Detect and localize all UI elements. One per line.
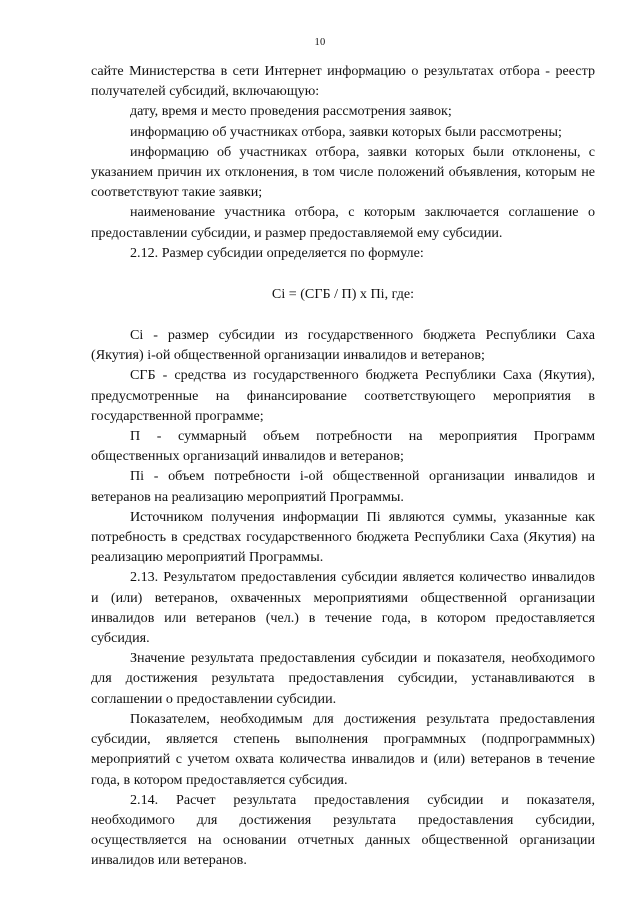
subsidy-formula: Сi = (СГБ / П) х Пi, где: xyxy=(271,286,415,303)
page-number: 10 xyxy=(314,37,326,48)
page-body xyxy=(91,61,595,871)
definition-sgb: СГБ - средства из государственного бюджета Республики Саха (Якутия), предусмотренные на финансирование соответствующего мероприятия в государственной программе; xyxy=(91,367,595,424)
clause-2-14: 2.14. Расчет результата предоставления субсидии и показателя, необходимого для достижения результата предоставления субсидии, осуществляется на основании отчетных данных общественной организации инвалидов или ветеранов. xyxy=(91,791,595,869)
definition-p: П - суммарный объем потребности на мероприятия Программ общественных организаций инвалидов и ветеранов; xyxy=(91,428,595,465)
paragraph-indicator: Показателем, необходимым для достижения результата предоставления субсидии, является степень выполнения программных (подпрограммных) мероприятий с учетом охвата количества инвалидов и (или) ветеранов в течение года, в котором предоставляется субсидия. xyxy=(91,710,595,788)
paragraph-continuation: сайте Министерства в сети Интернет информацию о результатах отбора - реестр получателей субсидий, включающую: xyxy=(91,63,595,100)
list-item-winner-and-amount: наименование участника отбора, с которым заключается соглашение о предоставлении субсидии, и размер предоставляемой ему субсидии. xyxy=(91,204,595,241)
definition-pi: Пi - объем потребности i-ой общественной организации инвалидов и ветеранов на реализацию мероприятий Программы. xyxy=(91,468,595,505)
clause-2-12: 2.12. Размер субсидии определяется по формуле: xyxy=(130,244,424,261)
paragraph-source-of-pi: Источником получения информации Пi являются суммы, указанные как потребность в средствах государственного бюджета Республики Саха (Якутия) на реализацию мероприятий Программы. xyxy=(91,508,595,566)
clause-2-13: 2.13. Результатом предоставления субсидии является количество инвалидов и (или) ветеранов, охваченных мероприятиями общественной организации инвалидов или ветеранов (чел.) в течение года, в котором предоставляется субсидия. xyxy=(91,569,595,647)
list-item-rejected-participants: информацию об участниках отбора, заявки которых были отклонены, с указанием причин их отклонения, в том числе положений объявления, которым не соответствуют такие заявки; xyxy=(91,143,595,201)
paragraph-result-value: Значение результата предоставления субсидии и показателя, необходимого для достижения результата предоставления субсидии, устанавливаются в соглашении о предоставлении субсидии. xyxy=(91,650,595,707)
definition-ci: Сi - размер субсидии из государственного бюджета Республики Саха (Якутия) i-ой общественной организации инвалидов и ветеранов; xyxy=(91,327,595,364)
list-item-review-date: дату, время и место проведения рассмотрения заявок; xyxy=(130,103,452,120)
list-item-reviewed-participants: информацию об участниках отбора, заявки которых были рассмотрены; xyxy=(130,123,562,140)
